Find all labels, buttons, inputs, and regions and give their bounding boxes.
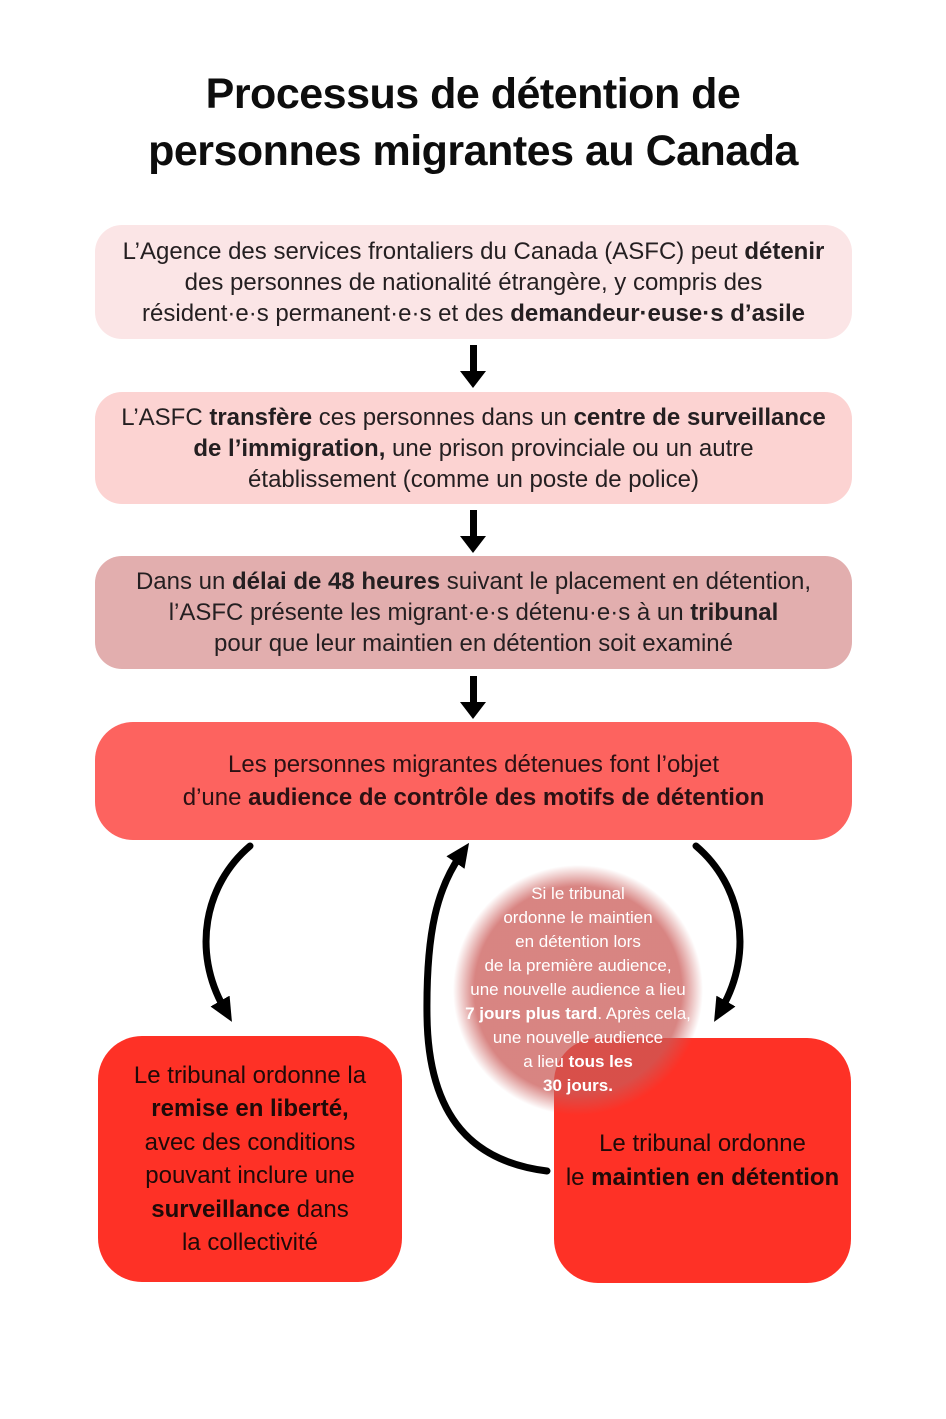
down-arrow-icon — [460, 510, 486, 553]
flow-box-transfer: L’ASFC transfère ces personnes dans un centre de surveillance de l’immigration, une prison provinciale ou un autre établissement (comme un poste de police) — [95, 392, 852, 504]
arrow-stem — [470, 676, 477, 702]
down-arrow-icon — [460, 676, 486, 719]
down-arrow-icon — [460, 345, 486, 388]
outcome-box-release: Le tribunal ordonne la remise en liberté, avec des conditions pouvant inclure une surveillance dans la collectivité — [98, 1036, 402, 1282]
flow-box-detain: L’Agence des services frontaliers du Canada (ASFC) peut détenir des personnes de nationalité étrangère, y compris des résident·e·s permanent·e·s et des demandeur·euse·s d’asile — [95, 225, 852, 339]
page-title: Processus de détention de personnes migrantes au Canada — [148, 70, 798, 175]
outcome-box-detention: Le tribunal ordonne le maintien en détention — [554, 1038, 851, 1283]
arrow-head — [460, 702, 486, 719]
arrow-head — [460, 371, 486, 388]
flow-box-hearing: Les personnes migrantes détenues font l’objet d’une audience de contrôle des motifs de détention — [95, 722, 852, 840]
arrow-stem — [470, 345, 477, 371]
curved-arrow-left-icon — [206, 846, 250, 1008]
arrow-stem — [470, 510, 477, 536]
repeat-cycle-note: Si le tribunal ordonne le maintien en détention lors de la première audience, une nouvelle audience a lieu 7 jours plus tard. Après cela, une nouvelle audience a lieu tous les 30 jours. — [453, 865, 703, 1115]
flow-box-48h-review: Dans un délai de 48 heures suivant le placement en détention, l’ASFC présente les migrant·e·s détenu·e·s à un tribunal pour que leur maintien en détention soit examiné — [95, 556, 852, 669]
arrow-head — [460, 536, 486, 553]
